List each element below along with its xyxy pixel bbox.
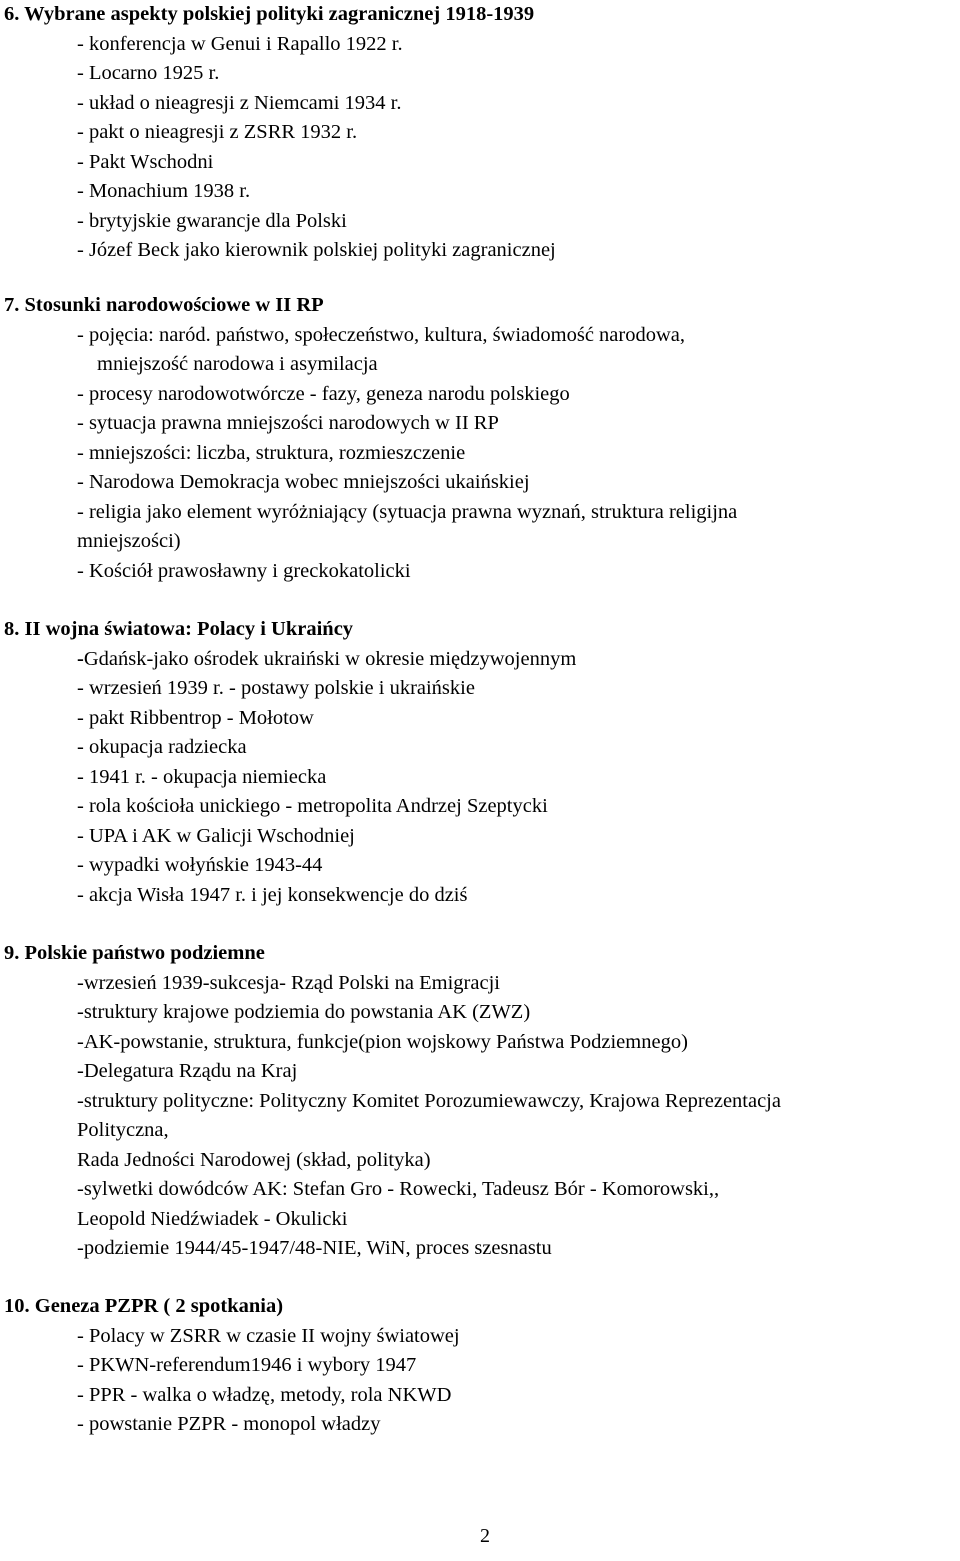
list-item: - wypadki wołyńskie 1943-44 [77, 854, 323, 876]
list-item: - 1941 r. - okupacja niemiecka [77, 765, 327, 788]
section-heading: 9. Polskie państwo podziemne [4, 942, 265, 964]
list-item-continuation: mniejszości) [77, 530, 181, 552]
section-heading: 10. Geneza PZPR ( 2 spotkania) [4, 1295, 284, 1317]
list-item-continuation: Polityczna, [77, 1119, 169, 1141]
list-item: - UPA i AK w Galicji Wschodniej [77, 824, 355, 847]
list-item: -Gdańsk-jako ośrodek ukraiński w okresie międzywojennym [77, 647, 577, 670]
list-item: - sytuacja prawna mniejszości narodowych w II RP [77, 412, 499, 434]
page-number: 2 [480, 1525, 490, 1547]
section-items [0, 969, 960, 1264]
section-heading: 8. II wojna światowa: Polacy i Ukraińcy [4, 618, 354, 640]
list-item: - brytyjskie gwarancje dla Polski [77, 209, 347, 232]
list-item: - PPR - walka o władzę, metody, rola NKWD [77, 1383, 452, 1406]
list-item: -struktury krajowe podziemia do powstania AK (ZWZ) [77, 1001, 531, 1023]
list-item: - procesy narodowotwórcze - fazy, geneza narodu polskiego [77, 382, 570, 405]
section-9 [0, 939, 960, 1264]
list-item: - pakt Ribbentrop - Mołotow [77, 706, 314, 729]
section-items [0, 30, 960, 266]
section-items [0, 1322, 960, 1440]
section-6 [0, 0, 960, 266]
list-item-continuation: Leopold Niedźwiadek - Okulicki [77, 1207, 348, 1230]
section-10 [0, 1292, 960, 1440]
list-item: - pojęcia: naród. państwo, społeczeństwo, kultura, świadomość narodowa, [77, 323, 686, 346]
section-items [0, 321, 960, 587]
list-item: - PKWN-referendum1946 i wybory 1947 [77, 1354, 417, 1376]
list-item: -sylwetki dowódców AK: Stefan Gro - Rowecki, Tadeusz Bór - Komorowski,, [77, 1178, 720, 1200]
list-item: - okupacja radziecka [77, 736, 247, 758]
list-item: - Locarno 1925 r. [77, 62, 220, 84]
list-item: - układ o nieagresji z Niemcami 1934 r. [77, 91, 402, 114]
list-item: - religia jako element wyróżniający (sytuacja prawna wyznań, struktura religijna [77, 500, 738, 523]
list-item: - Polacy w ZSRR w czasie II wojny światowej [77, 1324, 460, 1347]
list-item: - wrzesień 1939 r. - postawy polskie i ukraińskie [77, 677, 475, 699]
list-item: - powstanie PZPR - monopol władzy [77, 1413, 381, 1435]
list-item: - Józef Beck jako kierownik polskiej polityki zagranicznej [77, 239, 556, 261]
list-item-text: Gdańsk-jako ośrodek ukraiński w okresie międzywojennym [83, 647, 577, 670]
section-items [0, 645, 960, 911]
list-item: Rada Jedności Narodowej (skład, polityka) [77, 1148, 431, 1171]
section-7 [0, 291, 960, 586]
list-item: -Delegatura Rządu na Kraj [77, 1060, 298, 1082]
list-item-continuation: mniejszość narodowa i asymilacja [97, 353, 378, 375]
section-8 [0, 615, 960, 910]
list-item: -struktury polityczne: Polityczny Komitet Porozumiewawczy, Krajowa Reprezentacja [77, 1089, 781, 1112]
list-item: - Kościół prawosławny i greckokatolicki [77, 559, 411, 582]
list-item: - pakt o nieagresji z ZSRR 1932 r. [77, 121, 358, 143]
list-item: -wrzesień 1939-sukcesja- Rząd Polski na Emigracji [77, 971, 500, 994]
list-item: -podziemie 1944/45-1947/48-NIE, WiN, proces szesnastu [77, 1237, 552, 1259]
list-item: - Narodowa Demokracja wobec mniejszości ukaińskiej [77, 471, 530, 493]
list-item: - mniejszości: liczba, struktura, rozmieszczenie [77, 441, 466, 464]
list-item: - akcja Wisła 1947 r. i jej konsekwencje do dziś [77, 883, 468, 906]
list-item: - Monachium 1938 r. [77, 180, 251, 202]
list-item: - konferencja w Genui i Rapallo 1922 r. [77, 32, 403, 55]
list-item: - rola kościoła unickiego - metropolita Andrzej Szeptycki [77, 795, 548, 817]
section-heading: 7. Stosunki narodowościowe w II RP [4, 294, 324, 316]
list-item: -AK-powstanie, struktura, funkcje(pion wojskowy Państwa Podziemnego) [77, 1030, 688, 1053]
section-heading: 6. Wybrane aspekty polskiej polityki zagranicznej 1918-1939 [4, 3, 535, 25]
list-item: - Pakt Wschodni [77, 150, 214, 173]
